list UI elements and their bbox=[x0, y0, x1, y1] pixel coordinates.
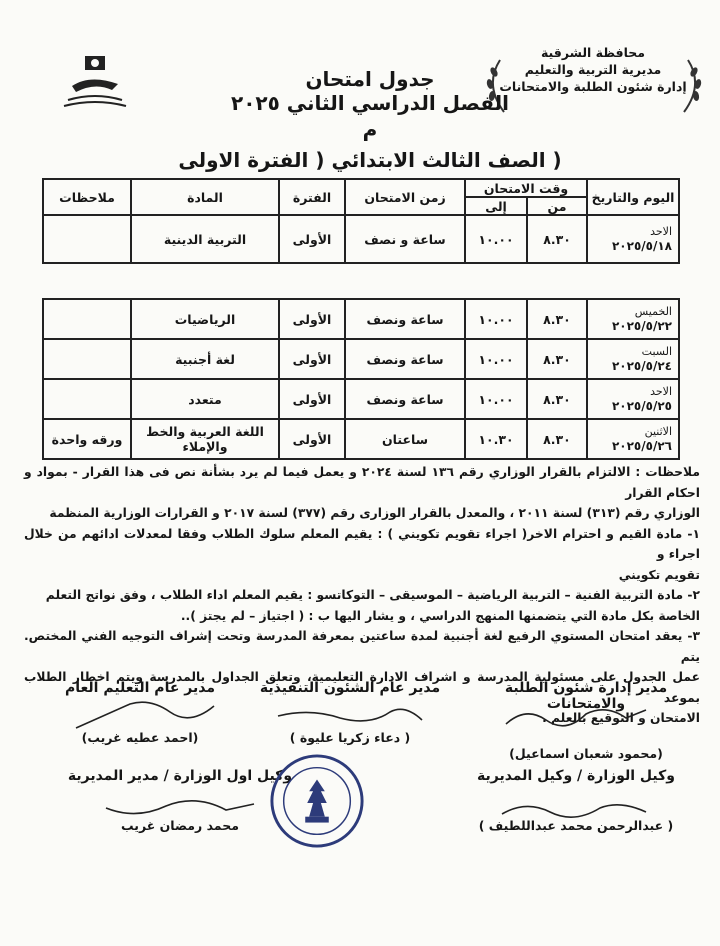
document-subtitle: الفصل الدراسي الثاني ٢٠٢٥ م bbox=[230, 91, 509, 141]
document-title-block bbox=[230, 68, 510, 142]
row-notes bbox=[43, 215, 131, 263]
duration: ساعة ونصف bbox=[345, 339, 465, 379]
header-duration: زمن الامتحان bbox=[345, 179, 465, 215]
duration: ساعتان bbox=[345, 419, 465, 459]
day-name: الاثنين bbox=[644, 425, 672, 438]
subject: متعدد bbox=[131, 379, 279, 419]
header-subject: المادة bbox=[131, 179, 279, 215]
day-date-cell bbox=[587, 339, 679, 379]
grade-heading: ( الصف الثالث الابتدائي ( الفترة الاولى bbox=[178, 148, 562, 172]
day-name: الاحد bbox=[650, 385, 672, 398]
day-name: الاحد bbox=[650, 225, 673, 238]
table-row bbox=[43, 215, 679, 263]
issuer-line-department: إدارة شئون الطلبة والامتحانات bbox=[499, 79, 687, 94]
signature-block-directorate-head bbox=[60, 768, 300, 833]
day-date-cell bbox=[587, 299, 679, 339]
period: الأولى bbox=[279, 215, 345, 263]
signatory-name: ( دعاء زكريا عليوة ) bbox=[289, 730, 411, 745]
note-line: ملاحظات : الالتزام بالقرار الوزاري رقم ١٣٦ لسنة ٢٠٢٤ و يعمل فيما لم يرد بشأنة نص فى هذا القرار - بمواد و احكام القرار bbox=[24, 465, 700, 500]
note-line: عمل الجدول على مسئولية المدرسة و اشراف الادارة التعليمية، وتعلق الجداول بالمدرسة ويتم اخطار الطلاب بموعد bbox=[24, 670, 700, 705]
note-line: تقويم تكويني bbox=[618, 567, 700, 582]
signatory-name: ( عبدالرحمن محمد عبداللطيف ) bbox=[478, 818, 674, 833]
period: الأولى bbox=[279, 379, 345, 419]
subject: التربية الدينية bbox=[131, 215, 279, 263]
signatory-title: وكيل اول الوزارة / مدير المديرية bbox=[67, 768, 293, 784]
issuer-line-directorate: مديرية التربية والتعليم bbox=[524, 62, 662, 77]
table-row bbox=[43, 379, 679, 419]
exam-date: ٢٠٢٥/٥/٢٥ bbox=[611, 399, 672, 413]
signature-block-undersecretary bbox=[456, 768, 696, 833]
row-notes bbox=[43, 339, 131, 379]
period: الأولى bbox=[279, 339, 345, 379]
subject: اللغة العربية والخط والإملاء bbox=[131, 419, 279, 459]
subject: لغة أجنبية bbox=[131, 339, 279, 379]
time-from: ٨.٣٠ bbox=[527, 379, 587, 419]
table-row bbox=[43, 419, 679, 459]
time-to: ١٠.٠٠ bbox=[465, 379, 527, 419]
header-exam-time: وقت الامتحان bbox=[465, 179, 587, 197]
issuer-line-governorate: محافظة الشرقية bbox=[540, 45, 646, 60]
period: الأولى bbox=[279, 299, 345, 339]
schedule-table-top bbox=[42, 178, 680, 264]
signatory-title: مدير عام الشئون التنفيذية bbox=[259, 680, 441, 696]
handwritten-signature-icon bbox=[70, 698, 220, 732]
note-line: ١- مادة القيم و احترام الاخر( اجراء تقويم تكويني ) : يقيم المعلم سلوك الطلاب وفقا لمعدلات ادائهم من خلال اجراء و bbox=[24, 526, 700, 561]
note-line: ٢- مادة التربية الفنية – التربية الرياضية – الموسيقى – التوكاتسو : يقيم المعلم اداء الطلاب ، وفق نواتج التعلم bbox=[45, 588, 700, 602]
time-from: ٨.٣٠ bbox=[527, 419, 587, 459]
exam-date: ٢٠٢٥/٥/٢٤ bbox=[611, 359, 672, 373]
duration: ساعة و نصف bbox=[345, 215, 465, 263]
row-notes bbox=[43, 299, 131, 339]
schedule-table-bottom bbox=[42, 298, 680, 460]
laurel-emblem-icon bbox=[480, 50, 708, 120]
handwritten-signature-icon bbox=[496, 702, 656, 732]
exam-date: ٢٠٢٥/٥/٢٢ bbox=[611, 319, 672, 333]
handwritten-signature-icon bbox=[100, 794, 260, 824]
duration: ساعة ونصف bbox=[345, 299, 465, 339]
time-from: ٨.٣٠ bbox=[527, 299, 587, 339]
signatory-title: مدير عام التعليم العام bbox=[65, 680, 215, 696]
day-name: الخميس bbox=[634, 305, 672, 318]
time-to: ١٠.٠٠ bbox=[465, 299, 527, 339]
note-line: الوزاري رقم (٣١٣) لسنة ٢٠١١ ، والمعدل بالقرار الوزارى رقم (٣٧٧) لسنة ٢٠١٧ و القرارات الوزارية المنظمة bbox=[49, 506, 700, 520]
table-row bbox=[43, 299, 679, 339]
note-line: الخاصة بكل مادة التي يتضمنها المنهج الدراسي ، و يشار اليها ب : ( اجتياز – لم يجتز ).. bbox=[180, 608, 700, 623]
signatory-name: (محمود شعبان اسماعيل) bbox=[509, 746, 663, 761]
subject: الرياضيات bbox=[131, 299, 279, 339]
signatory-name: (احمد عطيه غريب) bbox=[81, 730, 199, 745]
day-date-cell bbox=[587, 379, 679, 419]
row-notes: ورقه واحدة bbox=[43, 419, 131, 459]
ministry-logo-icon bbox=[60, 52, 130, 112]
note-line: ٣- يعقد امتحان المستوي الرفيع لغة أجنبية لمدة ساعتين بمعرفة المدرسة وتحت إشراف التوجيه الفني المختص. يتم bbox=[24, 629, 700, 664]
official-stamp-icon bbox=[268, 752, 366, 850]
day-name: السبت bbox=[641, 345, 672, 358]
header-period: الفترة bbox=[279, 179, 345, 215]
day-date-cell bbox=[587, 419, 679, 459]
time-to: ١٠.٠٠ bbox=[465, 215, 527, 263]
time-to: ١٠.٠٠ bbox=[465, 339, 527, 379]
time-from: ٨.٣٠ bbox=[527, 339, 587, 379]
header-from: من bbox=[527, 197, 587, 215]
exam-date: ٢٠٢٥/٥/٢٦ bbox=[611, 439, 672, 453]
period: الأولى bbox=[279, 419, 345, 459]
handwritten-signature-icon bbox=[496, 794, 656, 824]
day-date-cell bbox=[587, 215, 679, 263]
row-notes bbox=[43, 379, 131, 419]
signatory-title: مدير إدارة شئون الطلبة والامتحانات bbox=[504, 680, 668, 712]
signature-block-executive-affairs bbox=[240, 680, 460, 745]
document-title: جدول امتحان bbox=[305, 67, 435, 91]
table-row bbox=[43, 339, 679, 379]
note-line: الامتحان و التوقيع بالعلم . bbox=[542, 711, 700, 725]
header-day-date: اليوم والتاريخ bbox=[587, 179, 679, 215]
header-notes: ملاحظات bbox=[43, 179, 131, 215]
time-from: ٨.٣٠ bbox=[527, 215, 587, 263]
signature-block-students-affairs bbox=[466, 680, 706, 761]
handwritten-signature-icon bbox=[270, 700, 430, 730]
header-to: إلى bbox=[465, 197, 527, 215]
signatory-title: وكيل الوزارة / وكيل المديرية bbox=[477, 768, 675, 784]
exam-date: ٢٠٢٥/٥/١٨ bbox=[611, 239, 673, 253]
duration: ساعة ونصف bbox=[345, 379, 465, 419]
time-to: ١٠.٣٠ bbox=[465, 419, 527, 459]
signatory-name: محمد رمضان غريب bbox=[121, 818, 239, 833]
signature-block-general-education bbox=[40, 680, 240, 745]
